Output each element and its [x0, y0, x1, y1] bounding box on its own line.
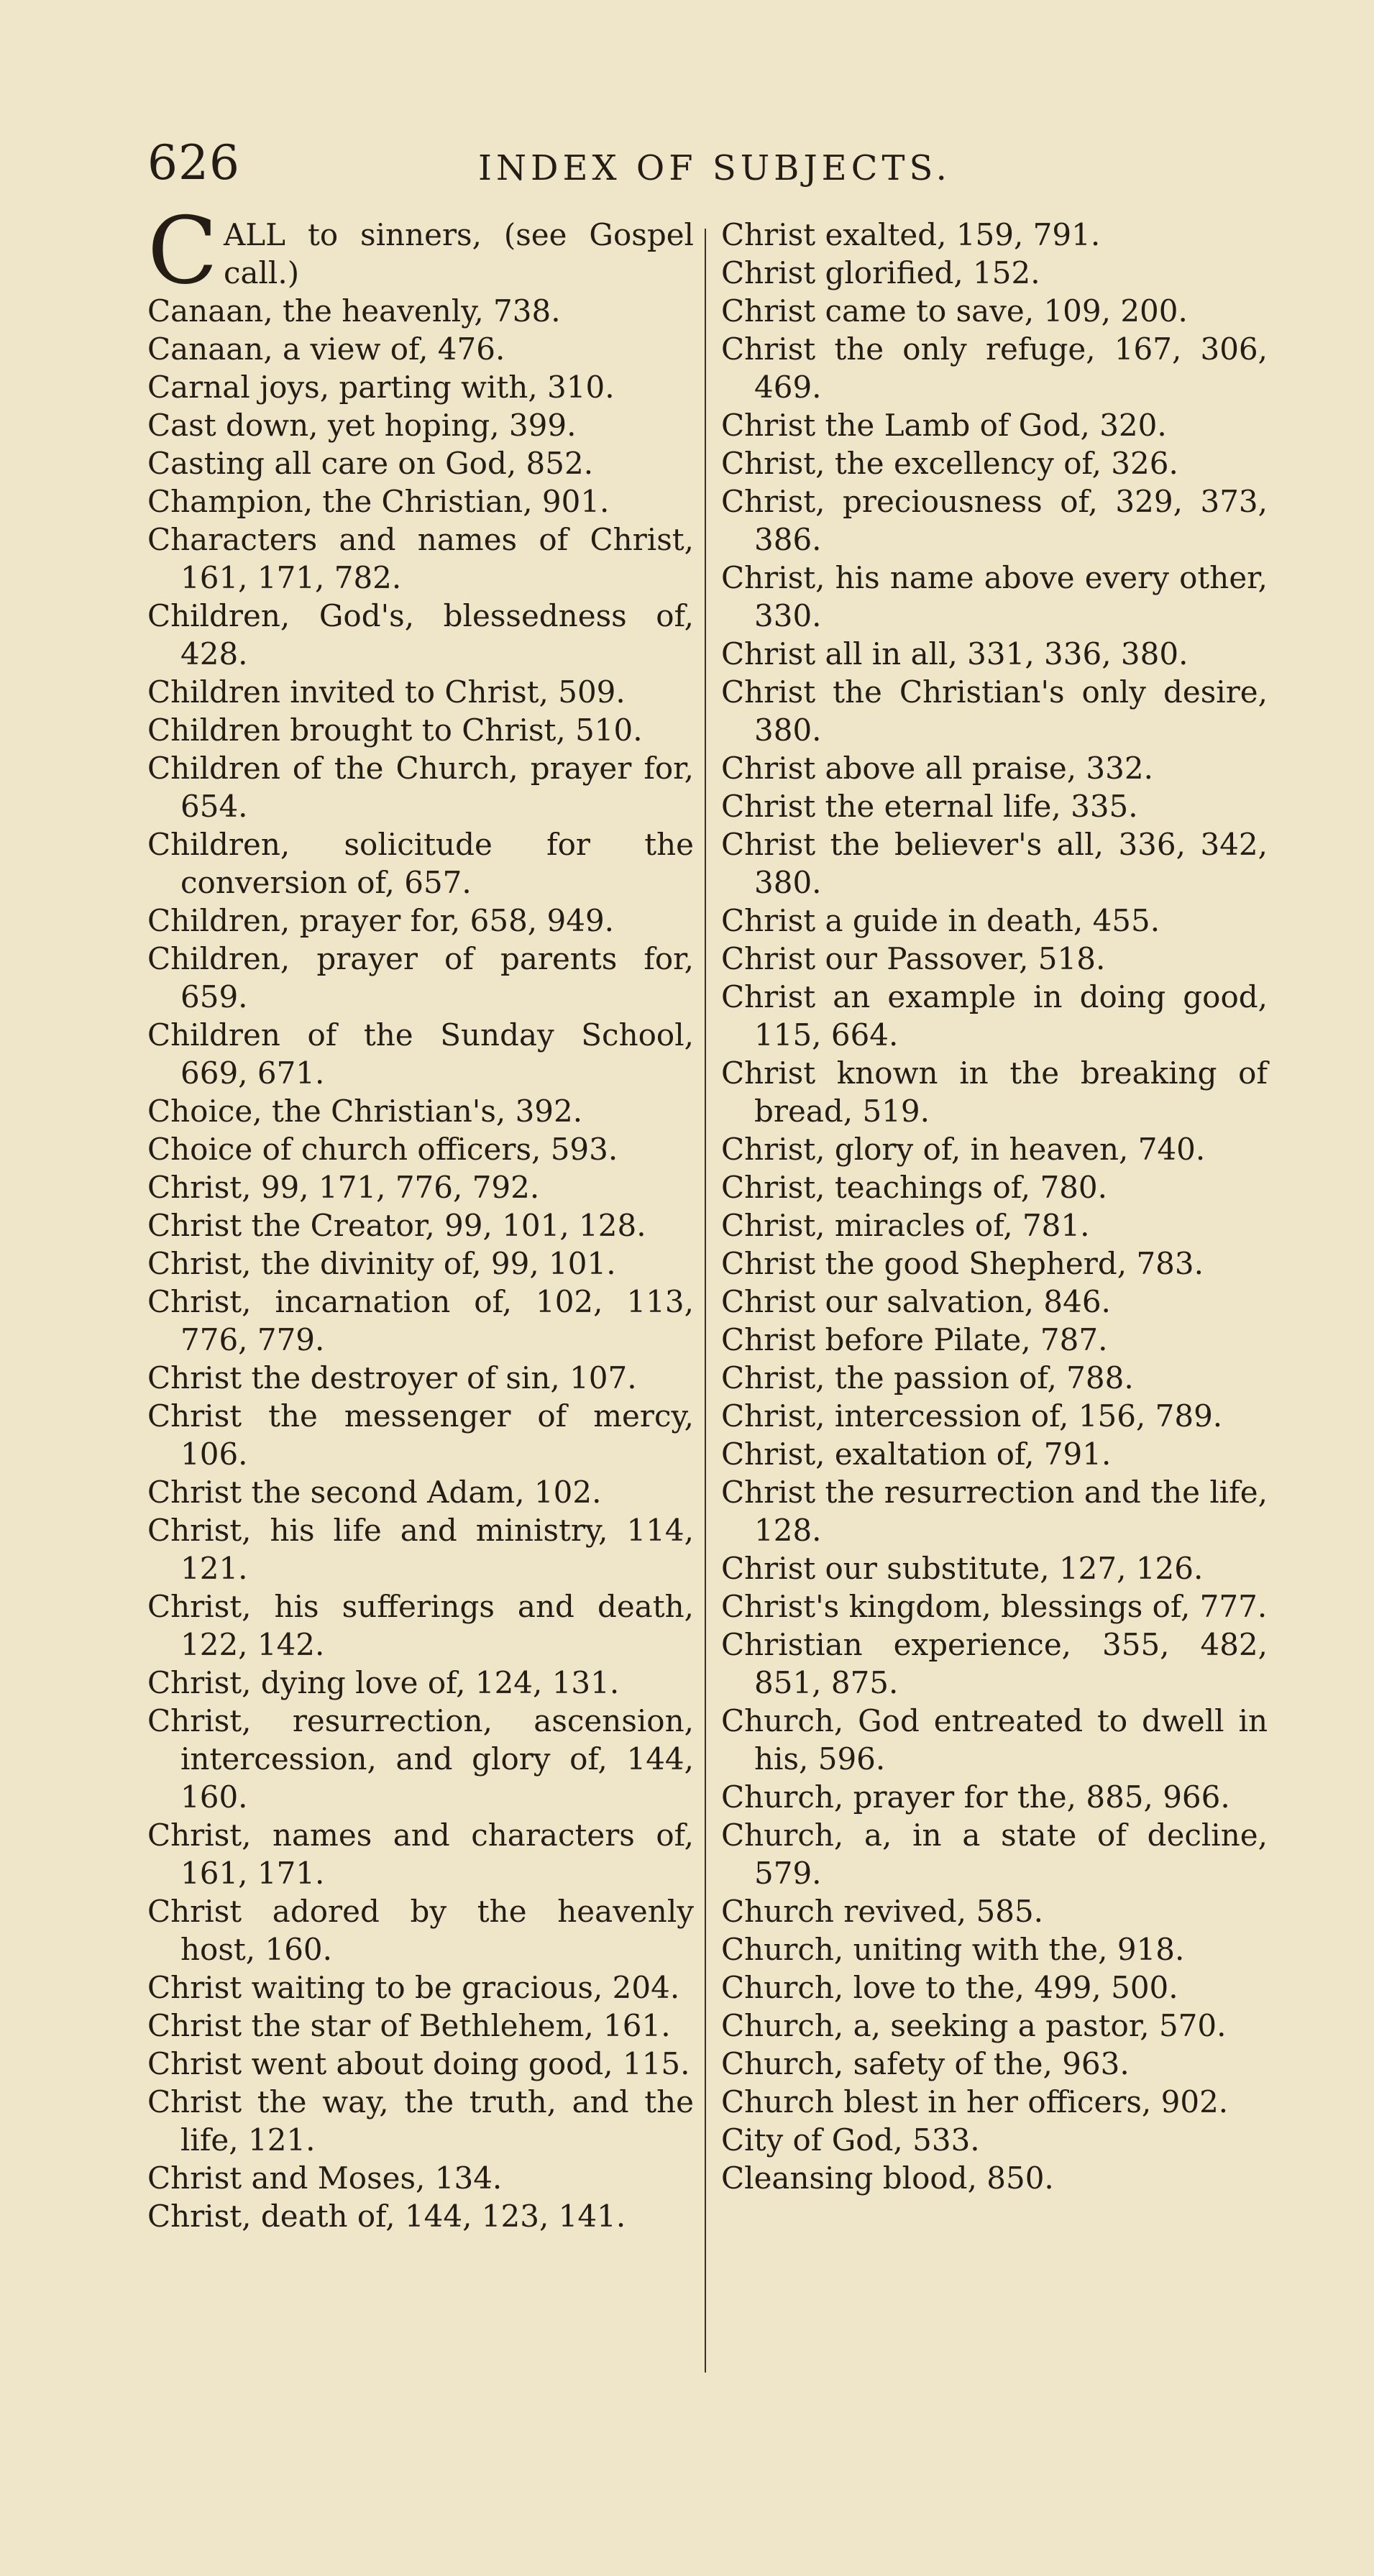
- index-entry: Church, a, in a state of decline, 579.: [721, 1818, 1268, 1891]
- index-entry: Church, a, seeking a pastor, 570.: [721, 2008, 1227, 2043]
- index-entry: Christ waiting to be gracious, 204.: [147, 1970, 680, 2005]
- index-entry: Christ, miracles of, 781.: [721, 1208, 1090, 1243]
- index-entry: Church, safety of the, 963.: [721, 2046, 1130, 2081]
- index-entry: Cleansing blood, 850.: [721, 2160, 1054, 2196]
- index-entry: Christ, intercession of, 156, 789.: [721, 1398, 1223, 1434]
- index-entry: Children, prayer for, 658, 949.: [147, 903, 615, 938]
- index-entry: Christ, exaltation of, 791.: [721, 1436, 1112, 1472]
- index-entry: Cast down, yet hoping, 399.: [147, 408, 577, 443]
- index-entry: Children of the Sunday School, 669, 671.: [147, 1017, 694, 1091]
- index-entry: Christ came to save, 109, 200.: [721, 293, 1188, 329]
- index-entry: Children of the Church, prayer for, 654.: [147, 751, 694, 824]
- index-entry: Christ the eternal life, 335.: [721, 789, 1138, 824]
- index-entry: Christ a guide in death, 455.: [721, 903, 1160, 938]
- index-entry: Christ our salvation, 846.: [721, 1284, 1111, 1319]
- index-entry: Church, prayer for the, 885, 966.: [721, 1779, 1230, 1815]
- index-entry: Christ the resurrection and the life, 128.: [721, 1475, 1268, 1548]
- index-entry: Christ glorified, 152.: [721, 255, 1040, 290]
- index-entry: Christ, the divinity of, 99, 101.: [147, 1246, 616, 1281]
- index-entry: Christ the second Adam, 102.: [147, 1475, 602, 1510]
- index-entry: Christ, the excellency of, 326.: [721, 446, 1178, 481]
- index-entry: Church, uniting with the, 918.: [721, 1932, 1185, 1967]
- index-entry: Children, God's, blessedness of, 428.: [147, 598, 694, 671]
- index-entry: Christ, dying love of, 124, 131.: [147, 1665, 620, 1700]
- index-entry: Christ an example in doing good, 115, 664.: [721, 979, 1268, 1053]
- index-entry: Christ the way, the truth, and the life, 121.: [147, 2084, 694, 2158]
- index-entry: Christ the Lamb of God, 320.: [721, 408, 1167, 443]
- index-entry: Christ the Christian's only desire, 380.: [721, 674, 1268, 748]
- index-column-left: [147, 198, 694, 2235]
- index-entry: Christ the good Shepherd, 783.: [721, 1246, 1204, 1281]
- index-entry: Church blest in her officers, 902.: [721, 2084, 1229, 2119]
- index-entry: Casting all care on God, 852.: [147, 446, 594, 481]
- index-entries-right: [721, 216, 1268, 2197]
- index-entry: Christ the Creator, 99, 101, 128.: [147, 1208, 646, 1243]
- index-entry: Canaan, the heavenly, 738.: [147, 293, 561, 329]
- index-entry: Children, prayer of parents for, 659.: [147, 941, 694, 1014]
- index-entry: Christ exalted, 159, 791.: [721, 217, 1101, 252]
- index-entry: Christ the messenger of mercy, 106.: [147, 1398, 694, 1472]
- index-entry: Church revived, 585.: [721, 1894, 1044, 1929]
- index-entry: Christ, resurrection, ascension, intercession, and glory of, 144, 160.: [147, 1703, 694, 1815]
- index-entry: Christ, teachings of, 780.: [721, 1170, 1107, 1205]
- page-header: [147, 135, 1247, 200]
- index-entry: Christ, his sufferings and death, 122, 142.: [147, 1589, 694, 1662]
- index-entry-first: [147, 198, 694, 305]
- index-entry: Christ, his name above every other, 330.: [721, 560, 1268, 633]
- index-entry: Christ the star of Bethlehem, 161.: [147, 2008, 671, 2043]
- index-entry: Carnal joys, parting with, 310.: [147, 370, 615, 405]
- index-entry: Choice of church officers, 593.: [147, 1132, 618, 1167]
- index-entry: Christ all in all, 331, 336, 380.: [721, 636, 1188, 671]
- index-entry: Church, love to the, 499, 500.: [721, 1970, 1178, 2005]
- index-entry: Christ, his life and ministry, 114, 121.: [147, 1513, 694, 1586]
- index-entry: Christ above all praise, 332.: [721, 751, 1153, 786]
- index-entry: Christ the believer's all, 336, 342, 380.: [721, 827, 1268, 900]
- index-entry: Canaan, a view of, 476.: [147, 331, 505, 367]
- index-entry: Characters and names of Christ, 161, 171, 782.: [147, 522, 694, 595]
- index-entry: Christ adored by the heavenly host, 160.: [147, 1894, 694, 1967]
- index-entry: Christ before Pilate, 787.: [721, 1322, 1108, 1357]
- index-entry: Christ, preciousness of, 329, 373, 386.: [721, 484, 1268, 557]
- index-entry: Christ, incarnation of, 102, 113, 776, 779.: [147, 1284, 694, 1357]
- index-entry: Children, solicitude for the conversion of, 657.: [147, 827, 694, 900]
- index-entry: Champion, the Christian, 901.: [147, 484, 610, 519]
- index-entries-left: [147, 292, 694, 2235]
- index-entry: Choice, the Christian's, 392.: [147, 1094, 583, 1129]
- index-entry: Christ went about doing good, 115.: [147, 2046, 690, 2081]
- index-entry: Christ known in the breaking of bread, 519.: [721, 1055, 1268, 1129]
- index-entry: Christ the destroyer of sin, 107.: [147, 1360, 637, 1395]
- column-divider: [705, 229, 706, 2373]
- index-entry: Christ our Passover, 518.: [721, 941, 1106, 976]
- index-entry: Children brought to Christ, 510.: [147, 712, 643, 748]
- index-entry: Christ, death of, 144, 123, 141.: [147, 2199, 626, 2234]
- running-title: INDEX OF SUBJECTS.: [478, 148, 951, 188]
- index-entry: Christ's kingdom, blessings of, 777.: [721, 1589, 1268, 1624]
- index-entry: Christ, the passion of, 788.: [721, 1360, 1134, 1395]
- index-entry: City of God, 533.: [721, 2122, 980, 2158]
- index-entry: Christ, 99, 171, 776, 792.: [147, 1170, 540, 1205]
- index-entry: Christ, names and characters of, 161, 171.: [147, 1818, 694, 1891]
- index-column-right: [721, 216, 1268, 2197]
- index-entry: Children invited to Christ, 509.: [147, 674, 626, 710]
- drop-cap: C: [147, 198, 218, 305]
- page-number: 626: [147, 135, 240, 191]
- index-entry-text: ALL to sinners, (see Gospel call.): [223, 217, 694, 290]
- index-entry: Christian experience, 355, 482, 851, 875.: [721, 1627, 1268, 1700]
- index-entry: Christ, glory of, in heaven, 740.: [721, 1132, 1206, 1167]
- index-entry: Christ our substitute, 127, 126.: [721, 1551, 1204, 1586]
- index-entry: Christ the only refuge, 167, 306, 469.: [721, 331, 1268, 405]
- index-entry: Church, God entreated to dwell in his, 596.: [721, 1703, 1268, 1777]
- index-entry: Christ and Moses, 134.: [147, 2160, 503, 2196]
